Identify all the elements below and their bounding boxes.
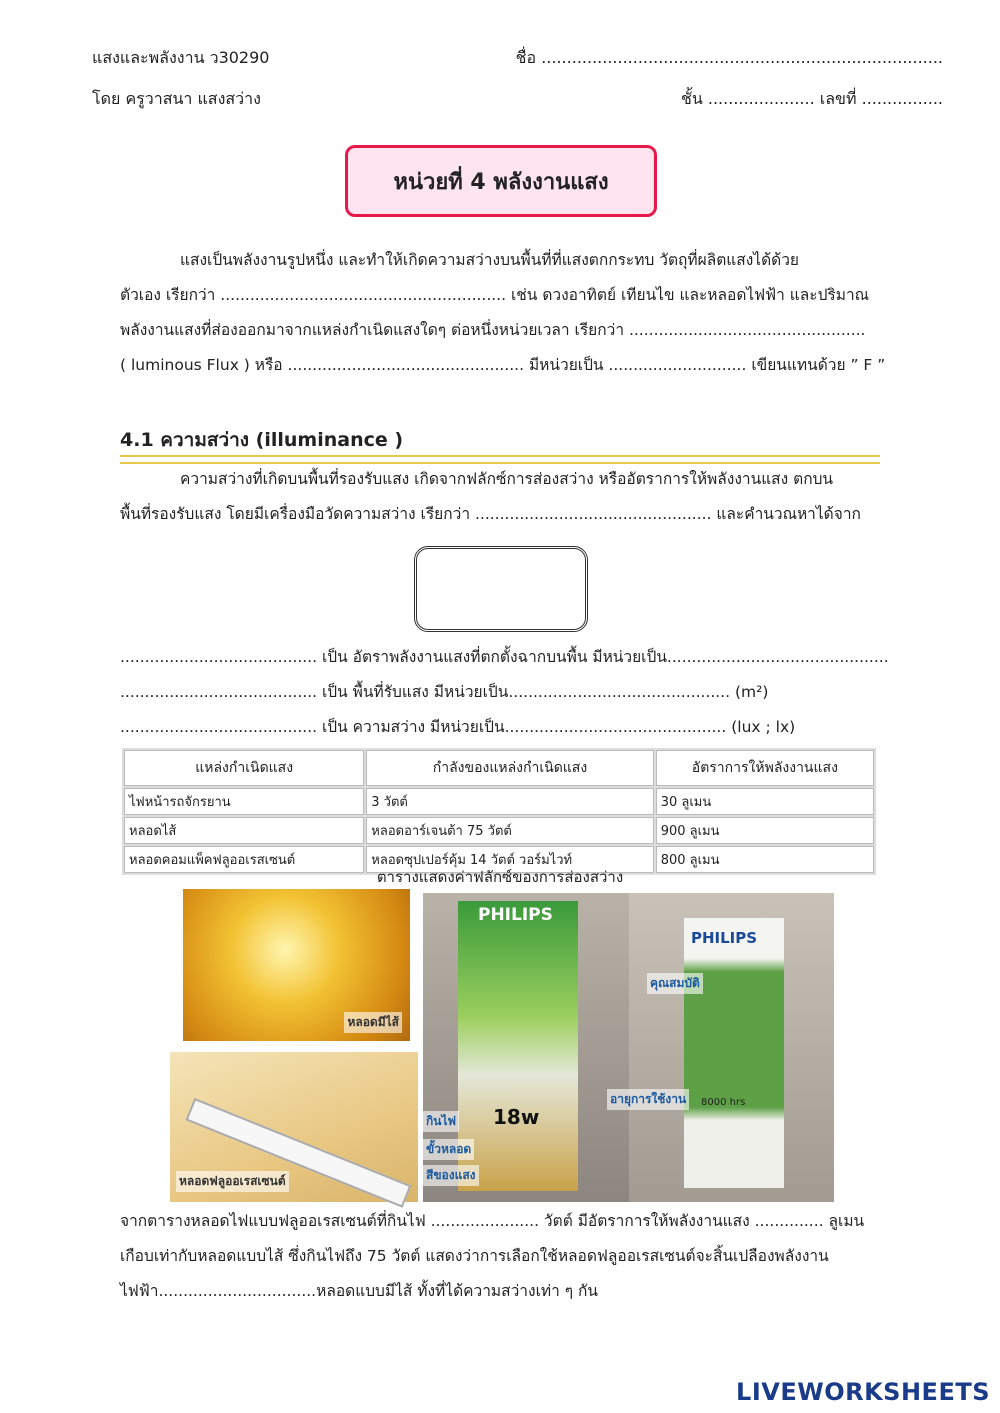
conclusion-paragraph (120, 1204, 880, 1309)
intro-paragraph (120, 243, 886, 383)
table-cell: หลอดอาร์เจนต้า 75 วัตต์ (366, 817, 653, 844)
teacher-label: โดย ครูวาสนา แสงสว่าง (92, 89, 261, 108)
flux-table (122, 748, 876, 875)
table-cell: 3 วัตต์ (366, 788, 653, 815)
table-caption: ตารางแสดงค่าฟลักซ์ของการส่องสว่าง (376, 868, 624, 886)
table-row (124, 788, 874, 815)
table-header-row (124, 750, 874, 786)
table-cell: หลอดคอมแพ็คฟลูออเรสเซนต์ (124, 846, 364, 873)
definition-line: ........................................ เป็น ความสว่าง มีหน่วยเป็น............................................. (lux ; lx) (120, 718, 796, 736)
liveworksheets-logo: LIVEWORKSHEETS (736, 1378, 990, 1406)
intro-line: ตัวเอง เรียกว่า .......................................................... เช่น ดวงอาทิตย์ เทียนไข และหลอดไฟฟ้า และปริมาณ (120, 286, 870, 304)
image-label: อายุการใช้งาน (607, 1089, 689, 1110)
table-cell: 800 ลูเมน (656, 846, 874, 873)
formula-answer-box[interactable] (414, 546, 588, 632)
life-text: 8000 hrs (701, 1097, 746, 1108)
image-label: สีของแสง (423, 1165, 479, 1186)
conclusion-line: ไฟฟ้า................................หลอดแบบมีไส้ ทั้งที่ได้ความสว่างเท่า ๆ กัน (120, 1282, 598, 1300)
subject-label: แสงและพลังงาน ว30290 (92, 48, 270, 67)
intro-line: แสงเป็นพลังงานรูปหนึ่ง และทำให้เกิดความสว่างบนพื้นที่ที่แสงตกกระทบ วัตถุที่ผลิตแสงได้ด้วย (180, 251, 799, 269)
unit-title: หน่วยที่ 4 พลังงานแสง (345, 145, 657, 217)
intro-line: พลังงานแสงที่ส่องออกมาจากแหล่งกำเนิดแสงใดๆ ต่อหนึ่งหน่วยเวลา เรียกว่า ................................................ (120, 321, 866, 339)
box-shape (684, 918, 784, 1188)
intro-line: ( luminous Flux ) หรือ ................................................ มีหน่วยเป็น ............................ เขียนแทนด้วย ” F ” (120, 356, 886, 374)
section-paragraph (120, 462, 880, 532)
image-label: หลอดฟลูออเรสเซนต์ (176, 1171, 289, 1192)
table-cell: หลอดซุปเปอร์คุ้ม 14 วัตต์ วอร์มไวท์ (366, 846, 653, 873)
table-cell: 30 ลูเมน (656, 788, 874, 815)
class-number-field[interactable]: ชั้น ..................... เลขที่ ................ (681, 89, 943, 108)
philips-box-front-image (423, 893, 629, 1202)
image-label: ขั้วหลอด (423, 1139, 474, 1160)
brand-text: PHILIPS (691, 929, 758, 947)
image-label: หลอดมีไส้ (344, 1012, 402, 1033)
table-cell: หลอดไส้ (124, 817, 364, 844)
box-shape (458, 901, 578, 1191)
definition-line: ........................................ เป็น อัตราพลังงานแสงที่ตกตั้งฉากบนพื้น มีหน่วยเป็น............................................. (120, 648, 889, 666)
table-cell: 900 ลูเมน (656, 817, 874, 844)
definitions (120, 640, 889, 745)
table-cell: ไฟหน้ารถจักรยาน (124, 788, 364, 815)
image-label: กินไฟ (423, 1111, 459, 1132)
image-label: คุณสมบัติ (647, 973, 703, 994)
philips-box-back-image (610, 893, 834, 1202)
section-line: พื้นที่รองรับแสง โดยมีเครื่องมือวัดความสว่าง เรียกว่า ................................................ และคำนวณหาได้จาก (120, 505, 861, 523)
section-line: ความสว่างที่เกิดบนพื้นที่รองรับแสง เกิดจากฟลักซ์การส่องสว่าง หรืออัตราการให้พลังงานแสง ตกบน (180, 470, 834, 488)
definition-line: ........................................ เป็น พื้นที่รับแสง มีหน่วยเป็น............................................. (m²) (120, 683, 769, 701)
table-header: แหล่งกำเนิดแสง (124, 750, 364, 786)
table-row (124, 817, 874, 844)
conclusion-line: เกือบเท่ากับหลอดแบบไส้ ซึ่งกินไฟถึง 75 วัตต์ แสดงว่าการเลือกใช้หลอดฟลูออเรสเซนต์จะสิ้นเปลืองพลังงาน (120, 1247, 829, 1265)
section-heading: 4.1 ความสว่าง (illuminance ) (120, 429, 404, 451)
conclusion-line: จากตารางหลอดไฟแบบฟลูออเรสเซนต์ที่กินไฟ ...................... วัตต์ มีอัตราการให้พลังงานแสง .............. ลูเมน (120, 1212, 865, 1230)
brand-text: PHILIPS (478, 905, 553, 925)
fluorescent-tube-image (170, 1052, 418, 1202)
incandescent-bulb-image (183, 889, 410, 1041)
table-header: กำลังของแหล่งกำเนิดแสง (366, 750, 653, 786)
name-field[interactable]: ชื่อ ............................................................................... (515, 48, 943, 67)
watt-text: 18w (493, 1105, 540, 1129)
table-header: อัตราการให้พลังงานแสง (656, 750, 874, 786)
